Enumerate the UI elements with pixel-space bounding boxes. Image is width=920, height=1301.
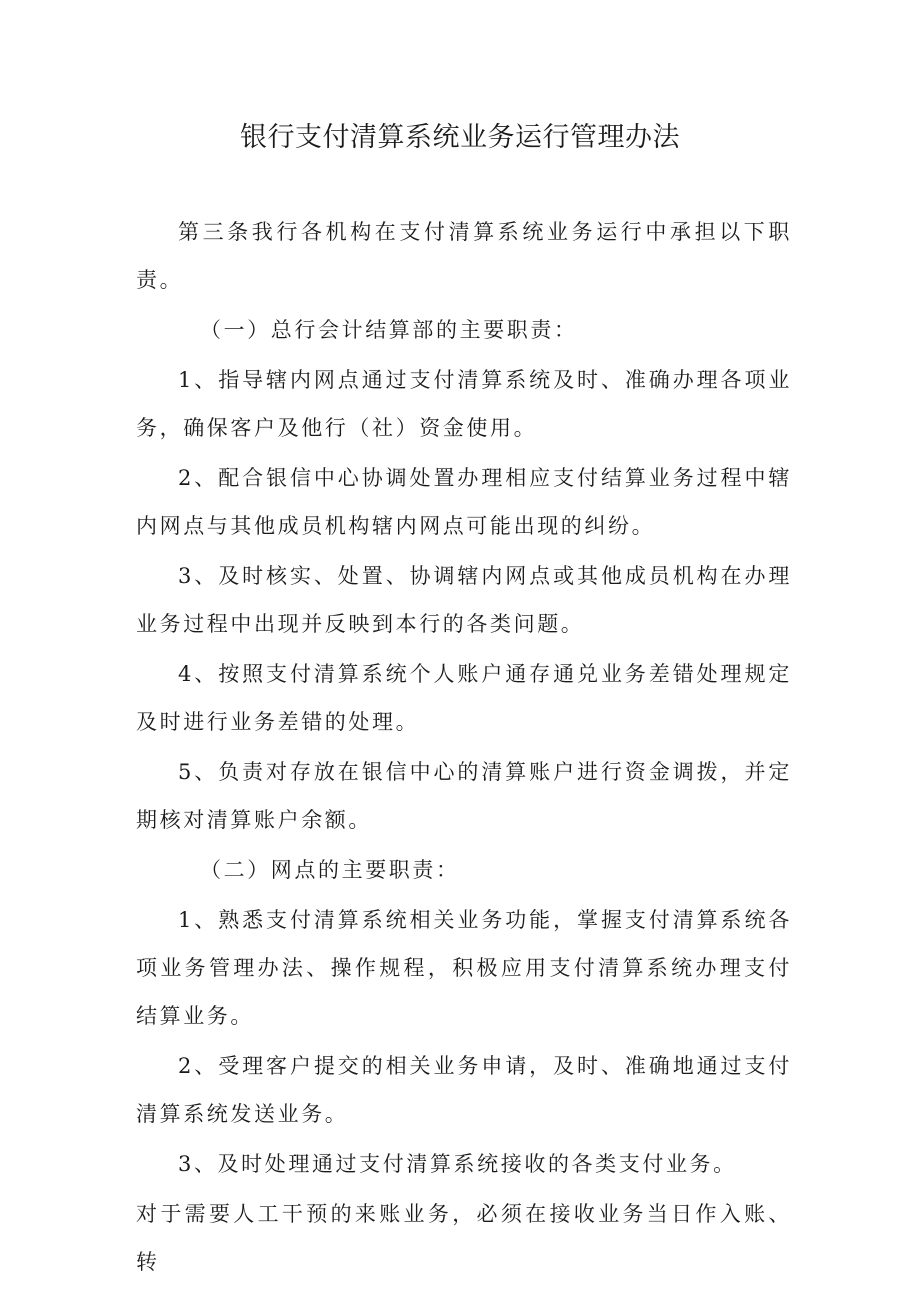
duty-item: 5、负责对存放在银信中心的清算账户进行资金调拨，并定期核对清算账户余额。 [136, 760, 792, 832]
article-intro: 第三条我行各机构在支付清算系统业务运行中承担以下职责。 [136, 220, 792, 292]
duty-item: 3、及时处理通过支付清算系统接收的各类支付业务。 [178, 1152, 737, 1176]
continuation-paragraph: 对于需要人工干预的来账业务，必须在接收业务当日作入账、转 [136, 1202, 792, 1274]
document-title: 银行支付清算系统业务运行管理办法 [240, 122, 680, 153]
duty-item: 2、受理客户提交的相关业务申请，及时、准确地通过支付清算系统发送业务。 [136, 1054, 792, 1126]
duty-item: 2、配合银信中心协调处置办理相应支付结算业务过程中辖内网点与其他成员机构辖内网点可能出现的纠纷。 [136, 466, 792, 538]
section-heading-1: （一）总行会计结算部的主要职责： [200, 318, 578, 342]
duty-item: 4、按照支付清算系统个人账户通存通兑业务差错处理规定及时进行业务差错的处理。 [136, 662, 792, 734]
document-body [136, 208, 792, 1288]
duty-item: 1、指导辖内网点通过支付清算系统及时、准确办理各项业务，确保客户及他行（社）资金使用。 [136, 368, 792, 440]
duty-item: 3、及时核实、处置、协调辖内网点或其他成员机构在办理业务过程中出现并反映到本行的各类问题。 [136, 564, 792, 636]
duty-item: 1、熟悉支付清算系统相关业务功能，掌握支付清算系统各项业务管理办法、操作规程，积极应用支付清算系统办理支付结算业务。 [136, 908, 792, 1028]
section-heading-2: （二）网点的主要职责： [200, 858, 460, 882]
